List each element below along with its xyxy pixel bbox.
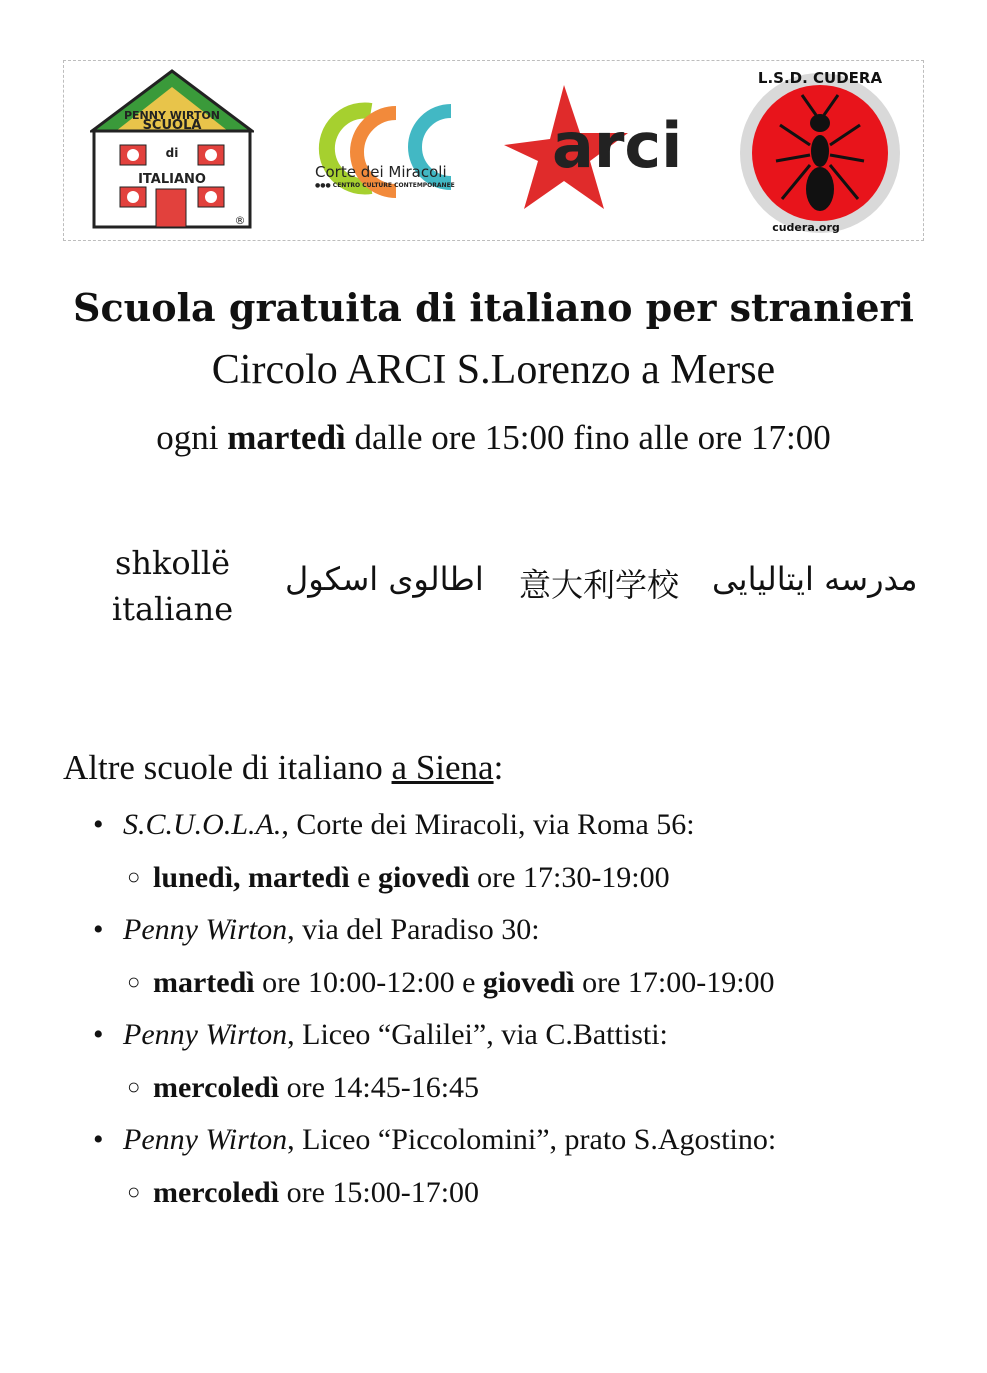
schedule-text: ore 17:30-19:00 bbox=[469, 861, 670, 894]
translation-persian: مدرسه ایتالیایی bbox=[712, 560, 918, 598]
penny-wirton-logo bbox=[90, 69, 254, 231]
penny-line2: di bbox=[165, 146, 179, 160]
schedule-text: ore 10:00-12:00 e bbox=[254, 966, 483, 999]
list-item bbox=[93, 1123, 776, 1157]
penny-arc-text: PENNY WIRTON bbox=[123, 109, 221, 122]
corte-miracoli-logo bbox=[311, 91, 466, 211]
schedule-text: ore 17:00-19:00 bbox=[574, 966, 775, 999]
disc-bullet: • bbox=[93, 808, 104, 841]
circle-bullet: ○ bbox=[127, 864, 141, 889]
penny-line1: SCUOLA bbox=[142, 118, 202, 133]
cudera-logo bbox=[736, 65, 906, 237]
schedule-text: ore 14:45-16:45 bbox=[279, 1071, 480, 1104]
logo-strip bbox=[63, 60, 924, 241]
schedule-days: lunedì, martedì bbox=[153, 861, 350, 894]
albanian-line2: italiane bbox=[111, 590, 234, 628]
school-place: , via del Paradiso 30: bbox=[287, 913, 540, 946]
arci-wordmark: arci bbox=[552, 109, 683, 182]
school-name: S.C.U.O.L.A. bbox=[123, 808, 282, 841]
schedule-days: giovedì bbox=[378, 861, 470, 894]
heading-prefix: Altre scuole di italiano bbox=[63, 748, 392, 787]
cudera-top-text: L.S.D. CUDERA bbox=[757, 69, 883, 87]
school-place: , Corte dei Miracoli, via Roma 56: bbox=[281, 808, 695, 841]
school-name: Penny Wirton bbox=[123, 913, 288, 946]
circle-bullet: ○ bbox=[127, 1074, 141, 1099]
translation-albanian bbox=[105, 540, 240, 632]
disc-bullet: • bbox=[93, 1018, 104, 1051]
schedule-day: martedì bbox=[227, 418, 346, 457]
other-schools-heading bbox=[63, 748, 503, 788]
translation-urdu: اطالوی اسکول bbox=[285, 560, 484, 598]
corte-tagline: ●●● CENTRO CULTURE CONTEMPORANEE bbox=[315, 182, 455, 189]
venue-name: Circolo ARCI S.Lorenzo a Merse bbox=[211, 347, 776, 393]
sub-list-item bbox=[127, 1071, 479, 1105]
cudera-bottom-text: cudera.org bbox=[772, 221, 840, 234]
schedule-days: giovedì bbox=[482, 966, 575, 999]
schedule-line bbox=[0, 418, 987, 458]
translation-chinese: 意大利学校 bbox=[519, 566, 680, 604]
school-place: , Liceo “Galilei”, via C.Battisti: bbox=[287, 1018, 668, 1051]
schedule-days: mercoledì bbox=[153, 1071, 280, 1104]
list-item bbox=[93, 808, 695, 842]
schedule-prefix: ogni bbox=[156, 418, 228, 457]
school-place: , Liceo “Piccolomini”, prato S.Agostino: bbox=[287, 1123, 777, 1156]
list-item bbox=[93, 913, 540, 947]
sub-list-item bbox=[127, 966, 775, 1000]
sub-list-item bbox=[127, 1176, 479, 1210]
siena-link-text: a Siena bbox=[391, 748, 494, 787]
school-name: Penny Wirton bbox=[123, 1123, 288, 1156]
disc-bullet: • bbox=[93, 1123, 104, 1156]
circle-bullet: ○ bbox=[127, 969, 141, 994]
list-item bbox=[93, 1018, 668, 1052]
disc-bullet: • bbox=[93, 913, 104, 946]
penny-registered-mark: ® bbox=[234, 214, 246, 227]
penny-line3: ITALIANO bbox=[138, 172, 206, 187]
heading-colon: : bbox=[493, 748, 504, 787]
school-name: Penny Wirton bbox=[123, 1018, 288, 1051]
schedule-text: e bbox=[349, 861, 378, 894]
schedule-days: martedì bbox=[153, 966, 255, 999]
flyer-title: Scuola gratuita di italiano per stranieri bbox=[73, 285, 914, 330]
schedule-text: ore 15:00-17:00 bbox=[279, 1176, 480, 1209]
corte-name: Corte dei Miracoli bbox=[315, 163, 447, 181]
arci-logo bbox=[504, 79, 704, 224]
schedule-suffix: dalle ore 15:00 fino alle ore 17:00 bbox=[345, 418, 831, 457]
schedule-days: mercoledì bbox=[153, 1176, 280, 1209]
circle-bullet: ○ bbox=[127, 1179, 141, 1204]
sub-list-item bbox=[127, 861, 670, 895]
albanian-line1: shkollë bbox=[114, 544, 231, 582]
